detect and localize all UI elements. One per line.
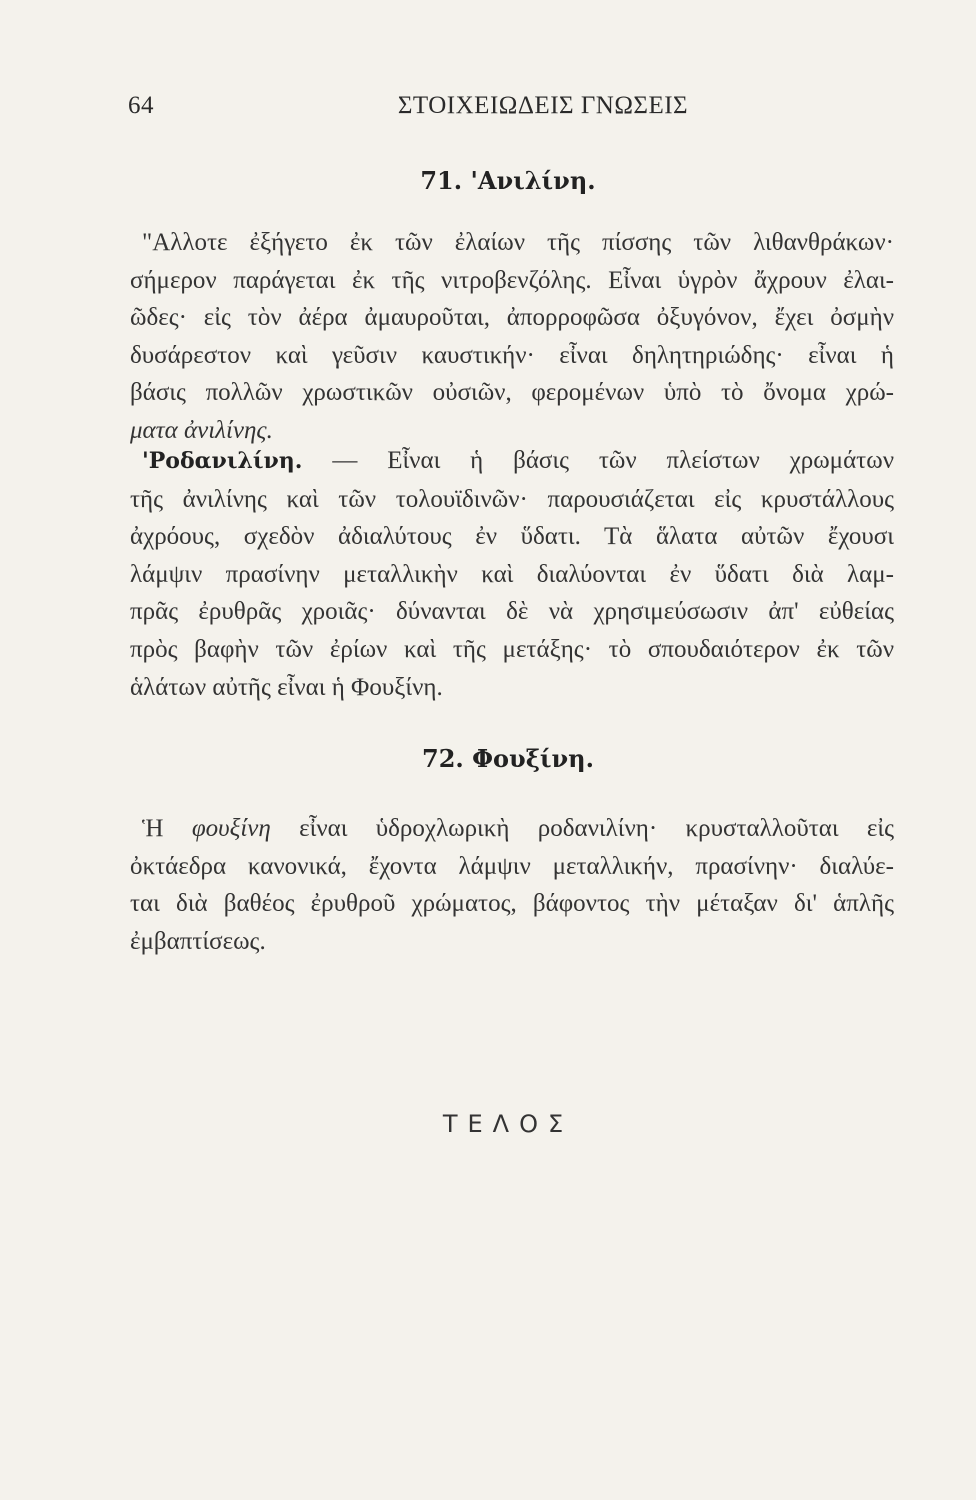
- text-line: τῆς ἀνιλίνης καὶ τῶν τολουϊδινῶν· παρουσιάζεται εἰς κρυστάλλους: [130, 485, 894, 513]
- text-line: [130, 442, 894, 481]
- rhodaniline-paragraph: [130, 442, 894, 706]
- running-title: ΣΤΟΙΧΕΙΩΔΕΙΣ ΓΝΩΣΕΙΣ: [397, 92, 689, 119]
- first-word: Ἡ: [142, 815, 164, 842]
- section-72-heading: [128, 744, 888, 773]
- section-71-number: 71.: [420, 166, 463, 195]
- text-line: ἁλάτων αὐτῆς εἶναι ἡ Φουξίνη.: [130, 673, 443, 701]
- text-line: ῶδες· εἰς τὸν ἀέρα ἀμαυροῦται, ἀπορροφῶσα ὀξυγόνον, ἔχει ὀσμὴν: [130, 304, 894, 332]
- section-71-heading: [128, 166, 888, 195]
- text-line: βάσις πολλῶν χρωστικῶν οὐσιῶν, φερομένων ὑπὸ τὸ ὄνομα χρώ-: [130, 379, 894, 407]
- text-line: σήμερον παράγεται ἐκ τῆς νιτροβενζόλης. Εἶναι ὑγρὸν ἄχρουν ἐλαι-: [130, 266, 894, 294]
- the-end: ΤΕΛΟΣ: [442, 1110, 574, 1138]
- text-line: ὀκτάεδρα κανονικά, ἔχοντα λάμψιν μεταλλικήν, πρασίνην· διαλύε-: [130, 852, 894, 880]
- text-line-italic: ματα ἀνιλίνης.: [130, 416, 273, 444]
- section-72-paragraph: [130, 810, 894, 960]
- rhodaniline-first-line: — Εἶναι ἡ βάσις τῶν πλείστων χρωμάτων: [332, 447, 894, 474]
- rhodaniline-subhead: 'Ροδανιλίνη.: [142, 448, 303, 474]
- section-71-paragraph: [130, 224, 894, 450]
- fuchsine-italic: φουξίνη: [191, 815, 271, 842]
- text-line: ἐμβαπτίσεως.: [130, 927, 266, 955]
- running-head: [128, 92, 888, 128]
- text-line: πρᾶς ἐρυθρᾶς χροιᾶς· δύνανται δὲ νὰ χρησιμεύσωσιν ἀπ' εὐθείας: [130, 598, 894, 626]
- text-line: πρὸς βαφὴν τῶν ἐρίων καὶ τῆς μετάξης· τὸ σπουδαιότερον ἐκ τῶν: [130, 635, 894, 663]
- text-line: [130, 810, 894, 848]
- page-number: 64: [128, 92, 154, 119]
- text-line: δυσάρεστον καὶ γεῦσιν καυστικήν· εἶναι δηλητηριώδης· εἶναι ἡ: [130, 341, 894, 369]
- text-line: λάμψιν πρασίνην μεταλλικὴν καὶ διαλύονται ἐν ὕδατι διὰ λαμ-: [130, 560, 894, 588]
- text-line: ἀχρόους, σχεδὸν ἀδιαλύτους ἐν ὕδατι. Τὰ ἅλατα αὐτῶν ἔχουσι: [130, 523, 894, 551]
- section-72-first-line: εἶναι ὑδροχλωρικὴ ροδανιλίνη· κρυσταλλοῦται εἰς: [299, 815, 895, 842]
- section-72-number: 72.: [422, 744, 464, 773]
- section-72-title: Φουξίνη.: [472, 744, 594, 773]
- section-71-title: 'Ανιλίνη.: [470, 166, 596, 195]
- text-line: "Αλλοτε ἐξήγετο ἐκ τῶν ἐλαίων τῆς πίσσης τῶν λιθανθράκων·: [142, 229, 894, 256]
- text-line: ται διὰ βαθέος ἐρυθροῦ χρώματος, βάφοντος τὴν μέταξαν δι' ἁπλῆς: [130, 890, 894, 918]
